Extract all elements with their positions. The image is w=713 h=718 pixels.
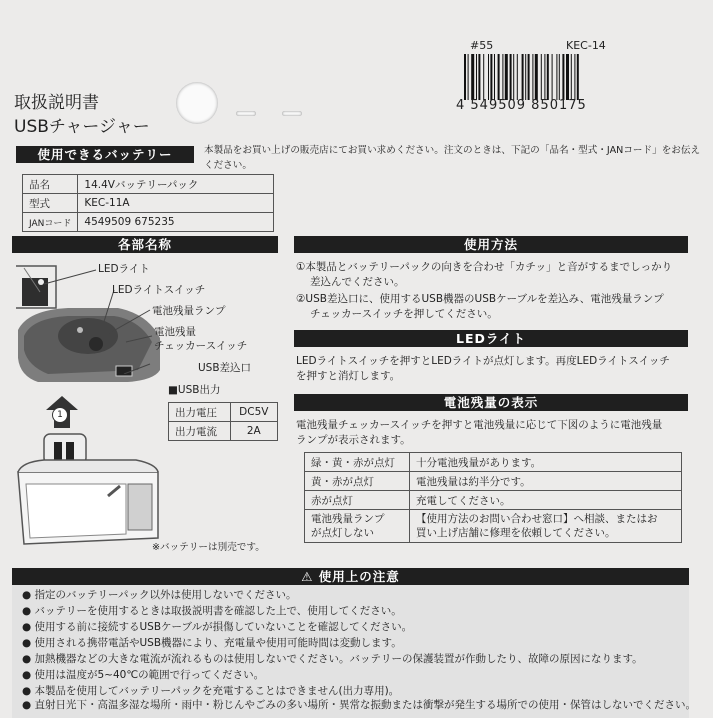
- barcode-bar: [494, 54, 495, 100]
- barcode-bar: [502, 54, 503, 100]
- meaning-line-1: 【使用方法のお問い合わせ窓口】へ相談、またはお: [416, 513, 658, 525]
- list-item: ● 指定のバッテリーパック以外は使用しないでください。: [22, 589, 297, 601]
- hang-hole: [176, 82, 218, 124]
- barcode-bar: [547, 54, 549, 100]
- step-number-badge: 1: [52, 407, 68, 423]
- table-row: [305, 510, 682, 543]
- product-title: USBチャージャー: [14, 117, 150, 137]
- barcode-bar: [471, 54, 474, 100]
- list-item: ● 使用される携帯電話やUSB機器により、充電量や使用可能時間は変動します。: [22, 637, 402, 649]
- list-item: ● 使用は温度が5~40℃の範囲で行ってください。: [22, 669, 265, 681]
- caution-item-text: バッテリーを使用するときは取扱説明書を確認した上で、使用してください。: [34, 605, 402, 617]
- state-line-2: が点灯しない: [311, 527, 374, 539]
- barcode-bar: [544, 54, 545, 100]
- table-cell-value: 2A: [230, 422, 277, 441]
- warning-icon: ⚠: [301, 569, 314, 584]
- led-section-heading: LEDライト: [294, 330, 688, 347]
- barcode-bar: [525, 54, 526, 100]
- battery-level-section-heading: 電池残量の表示: [294, 394, 688, 411]
- list-item: ● 加熱機器などの大きな電流が流れるものは使用しないでください。バッテリーの保護装置が作動したり、故障の原因になります。: [22, 653, 643, 665]
- barcode-bar: [490, 54, 492, 100]
- table-cell-value: KEC-11A: [78, 194, 274, 213]
- barcode-bar: [478, 54, 480, 100]
- list-item: ● 本製品を使用してバッテリーパックを充電することはできません(出力専用)。: [22, 685, 400, 697]
- usage-step-1-line-2: 差込んでください。: [310, 276, 405, 288]
- slot-hole-left: [236, 111, 256, 116]
- battery-level-line-2: ランプが表示されます。: [296, 434, 411, 446]
- battery-sold-separately-note: ※バッテリーは別売です。: [152, 542, 265, 553]
- barcode-bar: [510, 54, 512, 100]
- table-cell-label: JANコード: [23, 213, 78, 232]
- caution-item-text: 使用される携帯電話やUSB機器により、充電量や使用可能時間は変動します。: [34, 637, 402, 649]
- barcode-bar: [513, 54, 514, 100]
- usage-section-heading: 使用方法: [294, 236, 688, 253]
- barcode-bar: [571, 54, 572, 100]
- barcode-bar: [562, 54, 564, 100]
- table-row: [23, 194, 274, 213]
- barcode-bar: [505, 54, 508, 100]
- table-row: [23, 175, 274, 194]
- manual-title: 取扱説明書: [14, 93, 99, 113]
- table-cell-state: 緑・黄・赤が点灯: [305, 453, 410, 472]
- barcode-bar: [528, 54, 530, 100]
- table-cell-meaning: 十分電池残量があります。: [410, 453, 682, 472]
- label-checker-line-1: 電池残量: [154, 326, 196, 338]
- barcode-bar: [464, 54, 466, 100]
- usage-step-2-line-1: ②USB差込口に、使用するUSB機器のUSBケーブルを差込み、電池残量ランプ: [296, 293, 664, 305]
- item-number: #55: [470, 39, 494, 52]
- table-cell-meaning: 電池残量は約半分です。: [410, 472, 682, 491]
- table-row: [305, 491, 682, 510]
- caution-item-text: 本製品を使用してバッテリーパックを充電することはできません(出力専用)。: [34, 685, 400, 697]
- table-cell-label: 型式: [23, 194, 78, 213]
- label-led-light: LEDライト: [98, 263, 150, 275]
- label-battery-lamp: 電池残量ランプ: [152, 305, 226, 317]
- table-row: [169, 422, 278, 441]
- barcode-bar: [517, 54, 518, 100]
- table-cell-meaning: [410, 510, 682, 543]
- table-row: [305, 472, 682, 491]
- caution-item-text: 加熱機器などの大きな電流が流れるものは使用しないでください。バッテリーの保護装置が作動したり、故障の原因になります。: [34, 653, 643, 665]
- battery-level-table: [304, 452, 682, 543]
- caution-section-heading: [12, 568, 689, 585]
- usb-output-heading: ■USB出力: [168, 384, 221, 396]
- battery-section-heading: 使用できるバッテリー: [16, 146, 194, 163]
- led-line-1: LEDライトスイッチを押すとLEDライトが点灯します。再度LEDライトスイッチ: [296, 355, 670, 367]
- usage-step-2-line-2: チェッカースイッチを押してください。: [310, 308, 498, 320]
- barcode-bar: [476, 54, 477, 100]
- barcode-number: 4 549509 850175: [456, 98, 587, 113]
- battery-level-line-1: 電池残量チェッカースイッチを押すと電池残量に応じて下図のように電池残量: [296, 419, 663, 431]
- led-line-2: を押すと消灯します。: [296, 370, 401, 382]
- barcode-bar: [483, 54, 484, 100]
- barcode-bar: [541, 54, 542, 100]
- battery-table: [22, 174, 274, 232]
- label-checker-line-2: チェッカースイッチ: [154, 340, 248, 352]
- table-cell-state: 黄・赤が点灯: [305, 472, 410, 491]
- barcode-bar: [566, 54, 569, 100]
- barcode-bar: [574, 54, 575, 100]
- table-cell-value: 14.4Vバッテリーパック: [78, 175, 274, 194]
- slot-hole-right: [282, 111, 302, 116]
- barcode-bar: [535, 54, 538, 100]
- barcode-bar: [559, 54, 560, 100]
- caution-item-text: 指定のバッテリーパック以外は使用しないでください。: [34, 589, 297, 601]
- table-cell-label: 出力電圧: [169, 403, 231, 422]
- table-cell-state: 赤が点灯: [305, 491, 410, 510]
- table-cell-meaning: 充電してください。: [410, 491, 682, 510]
- caution-item-text: 直射日光下・高温多湿な場所・雨中・粉じんやごみの多い場所・異常な振動または衝撃が発生する場所での使用・保管はしないでください。: [34, 699, 696, 711]
- caution-item-text: 使用は温度が5~40℃の範囲で行ってください。: [34, 669, 265, 681]
- barcode-bar: [498, 54, 500, 100]
- list-item: ● 直射日光下・高温多湿な場所・雨中・粉じんやごみの多い場所・異常な振動または衝撃が発生する場所での使用・保管はしないでください。: [22, 699, 696, 711]
- barcode-bar: [532, 54, 533, 100]
- meaning-line-2: 買い上げ店舗に修理を依頼してください。: [416, 527, 616, 539]
- table-cell-value: 4549509 675235: [78, 213, 274, 232]
- table-row: [305, 453, 682, 472]
- table-cell-label: 出力電流: [169, 422, 231, 441]
- barcode-bar: [552, 54, 553, 100]
- intro-line-2: ください。: [204, 160, 252, 171]
- barcode-bar: [488, 54, 489, 100]
- barcode-bar: [522, 54, 524, 100]
- list-item: ● 使用する前に接続するUSBケーブルが損傷していないことを確認してください。: [22, 621, 413, 633]
- list-item: ● バッテリーを使用するときは取扱説明書を確認した上で、使用してください。: [22, 605, 402, 617]
- caution-item-text: 使用する前に接続するUSBケーブルが損傷していないことを確認してください。: [34, 621, 413, 633]
- usage-step-1-line-1: ①本製品とバッテリーパックの向きを合わせ「カチッ」と音がするまでしっかり: [296, 261, 673, 273]
- barcode-bar: [577, 54, 579, 100]
- intro-line-1: 本製品をお買い上げの販売店にてお買い求めください。注文のときは、下記の「品名・型式・JANコード」をお伝え: [204, 145, 701, 156]
- table-row: [169, 403, 278, 422]
- table-cell-state: [305, 510, 410, 543]
- label-led-switch: LEDライトスイッチ: [112, 284, 206, 296]
- usb-output-table: [168, 402, 278, 441]
- callout-lines: [40, 262, 160, 374]
- state-line-1: 電池残量ランプ: [311, 513, 385, 525]
- barcode: [464, 54, 610, 100]
- barcode-bar: [556, 54, 557, 100]
- model-code: KEC-14: [566, 39, 606, 52]
- barcode-bar: [468, 54, 469, 100]
- table-cell-label: 品名: [23, 175, 78, 194]
- caution-heading-text: 使用上の注意: [318, 569, 400, 584]
- label-usb-port: USB差込口: [198, 362, 252, 374]
- table-cell-value: DC5V: [230, 403, 277, 422]
- parts-section-heading: 各部名称: [12, 236, 278, 253]
- table-row: [23, 213, 274, 232]
